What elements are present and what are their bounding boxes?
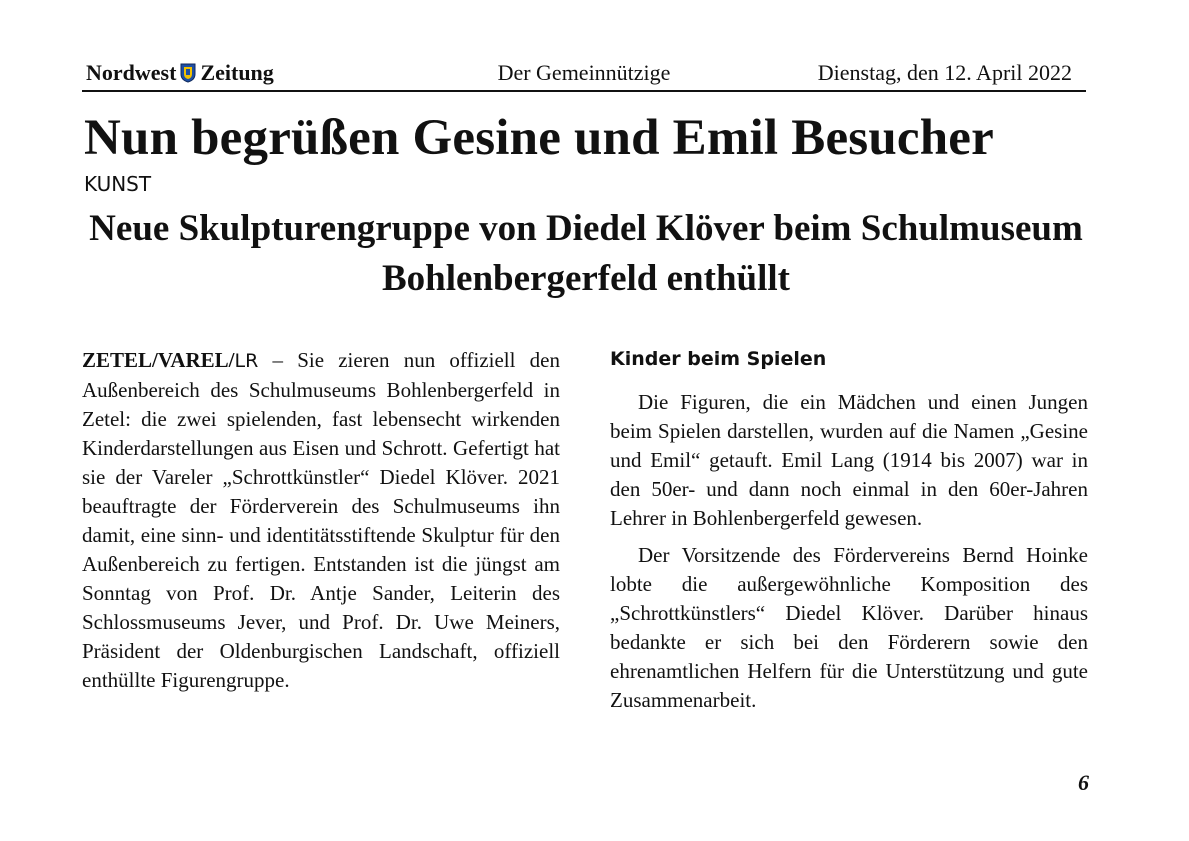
newspaper-header: [82, 56, 1086, 92]
agency-tag: LR: [234, 350, 259, 372]
intro-text: – Sie zieren nun offiziell den Außenbereich des Schulmuseums Bohlenbergerfeld in Zetel: die zwei spielenden, fast lebensecht wirkenden Kinderdarstellungen aus Eisen und Schrott. Gefertigt hat sie der Vareler „Schrottkünstler“ Diedel Klöver. 2021 beauftragte der Förderverein des Schulmuseums ihn damit, eine sinn- und identitätsstiftende Skulptur für den Außenbereich zu fertigen. Entstanden ist die jüngst am Sonntag von Prof. Dr. Antje Sander, Leiterin des Schlossmuseums Jever, und Prof. Dr. Uwe Meiners, Präsident der Oldenburgischen Landschaft, offiziell enthüllte Figurengruppe.: [82, 348, 560, 692]
subheadline: Neue Skulpturengruppe von Diedel Klöver beim Schulmuseum Bohlenbergerfeld enthüllt: [89, 208, 1083, 299]
section-subhead: Kinder beim Spielen: [610, 348, 827, 370]
body-paragraph: Der Vorsitzende des Fördervereins Bernd Hoinke lobte die außergewöhnliche Komposition des „Schrottkünstlers“ Diedel Klöver. Darüber hinaus bedankte er sich bei den Förderern sowie den ehrenamtlichen Helfern für die Unterstützung und gute Zusammenarbeit.: [610, 543, 1088, 712]
intro-paragraph: [82, 346, 560, 695]
page-number: 6: [1078, 770, 1089, 795]
article-column-right: [610, 344, 1088, 723]
article-column-left: [82, 346, 560, 695]
issue-date: Dienstag, den 12. April 2022: [817, 60, 1072, 85]
body-paragraph: Die Figuren, die ein Mädchen und einen Jungen beim Spielen darstellen, wurden auf die Namen „Gesine und Emil“ getauft. Emil Lang (1914 bis 2007) war in den 50er- und dann noch einmal in den 60er-Jahren Lehrer in Bohlenbergerfeld gewesen.: [610, 390, 1088, 530]
masthead-right: Zeitung: [200, 60, 274, 85]
kicker: KUNST: [84, 172, 152, 196]
headline: Nun begrüßen Gesine und Emil Besucher: [84, 110, 994, 166]
masthead-left: Nordwest: [86, 60, 177, 85]
dateline: ZETEL/VAREL/: [82, 348, 235, 372]
section-name: Der Gemeinnützige: [497, 60, 671, 85]
